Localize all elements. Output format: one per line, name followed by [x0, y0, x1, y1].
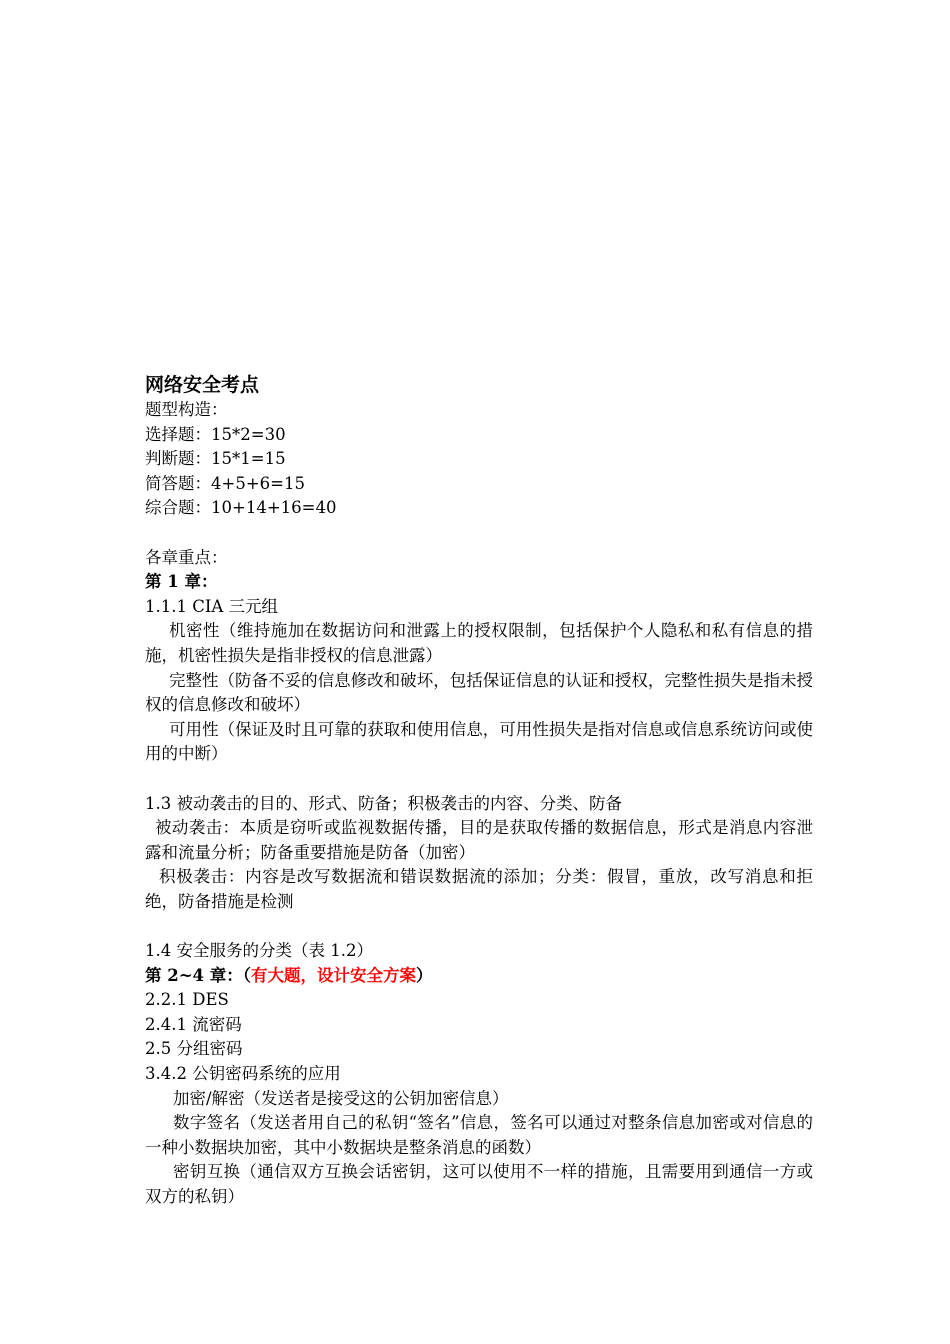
question-judge: 判断题：15*1=15 [145, 449, 286, 469]
chapter-1-heading: 第 1 章： [145, 572, 218, 592]
section-3-4-2: 3.4.2 公钥密码系统的应用 [145, 1064, 341, 1084]
section-2-5: 2.5 分组密码 [145, 1039, 243, 1059]
chapters-label: 各章重点： [145, 547, 228, 567]
spacer [145, 767, 813, 792]
chapter-2-4-heading [145, 964, 813, 989]
question-comprehensive: 综合题：10+14+16=40 [145, 498, 337, 518]
spacer [145, 521, 813, 546]
integrity-paragraph: 完整性（防备不妥的信息修改和破坏，包括保证信息的认证和授权，完整性损失是指未授权的信息修改和破坏） [145, 670, 813, 715]
question-choice: 选择题：15*2=30 [145, 424, 286, 444]
passive-attack-paragraph: 被动袭击：本质是窃听或监视数据传播，目的是获取传播的数据信息，形式是消息内容泄露和流量分析；防备重要措施是防备（加密） [145, 818, 813, 862]
encryption-paragraph: 加密/解密（发送者是接受这的公钥加密信息） [173, 1088, 509, 1108]
availability-paragraph: 可用性（保证及时且可靠的获取和使用信息，可用性损失是指对信息或信息系统访问或使用的中断） [145, 719, 813, 764]
doc-title: 网络安全考点 [145, 374, 260, 396]
spacer [145, 914, 813, 939]
structure-label: 题型构造： [145, 400, 228, 419]
confidentiality-paragraph: 机密性（维持施加在数据访问和泄露上的授权限制，包括保护个人隐私和私有信息的措施，机密性损失是指非授权的信息泄露） [145, 621, 813, 665]
section-1-4: 1.4 安全服务的分类（表 1.2） [145, 941, 373, 961]
document-body [145, 372, 813, 1210]
section-1-1-1: 1.1.1 CIA 三元组 [145, 596, 279, 616]
active-attack-paragraph: 积极袭击：内容是改写数据流和错误数据流的添加；分类：假冒，重放，改写消息和拒绝，防备措施是检测 [145, 867, 813, 911]
chapter-2-4-note: 有大题，设计安全方案 [251, 965, 417, 985]
chapter-2-4-label: 第 2~4 章：（ [145, 965, 252, 985]
signature-paragraph: 数字签名（发送者用自己的私钥“签名”信息，签名可以通过对整条信息加密或对信息的一种小数据块加密，其中小数据块是整条消息的函数） [145, 1113, 813, 1157]
chapter-2-4-close: ） [416, 965, 433, 985]
key-exchange-paragraph: 密钥互换（通信双方互换会话密钥，这可以使用不一样的措施，且需要用到通信一方或双方的私钥） [145, 1162, 813, 1206]
section-1-3: 1.3 被动袭击的目的、形式、防备；积极袭击的内容、分类、防备 [145, 793, 622, 813]
section-2-2-1: 2.2.1 DES [145, 990, 229, 1010]
question-short: 简答题：4+5+6=15 [145, 473, 305, 493]
section-2-4-1: 2.4.1 流密码 [145, 1014, 242, 1034]
